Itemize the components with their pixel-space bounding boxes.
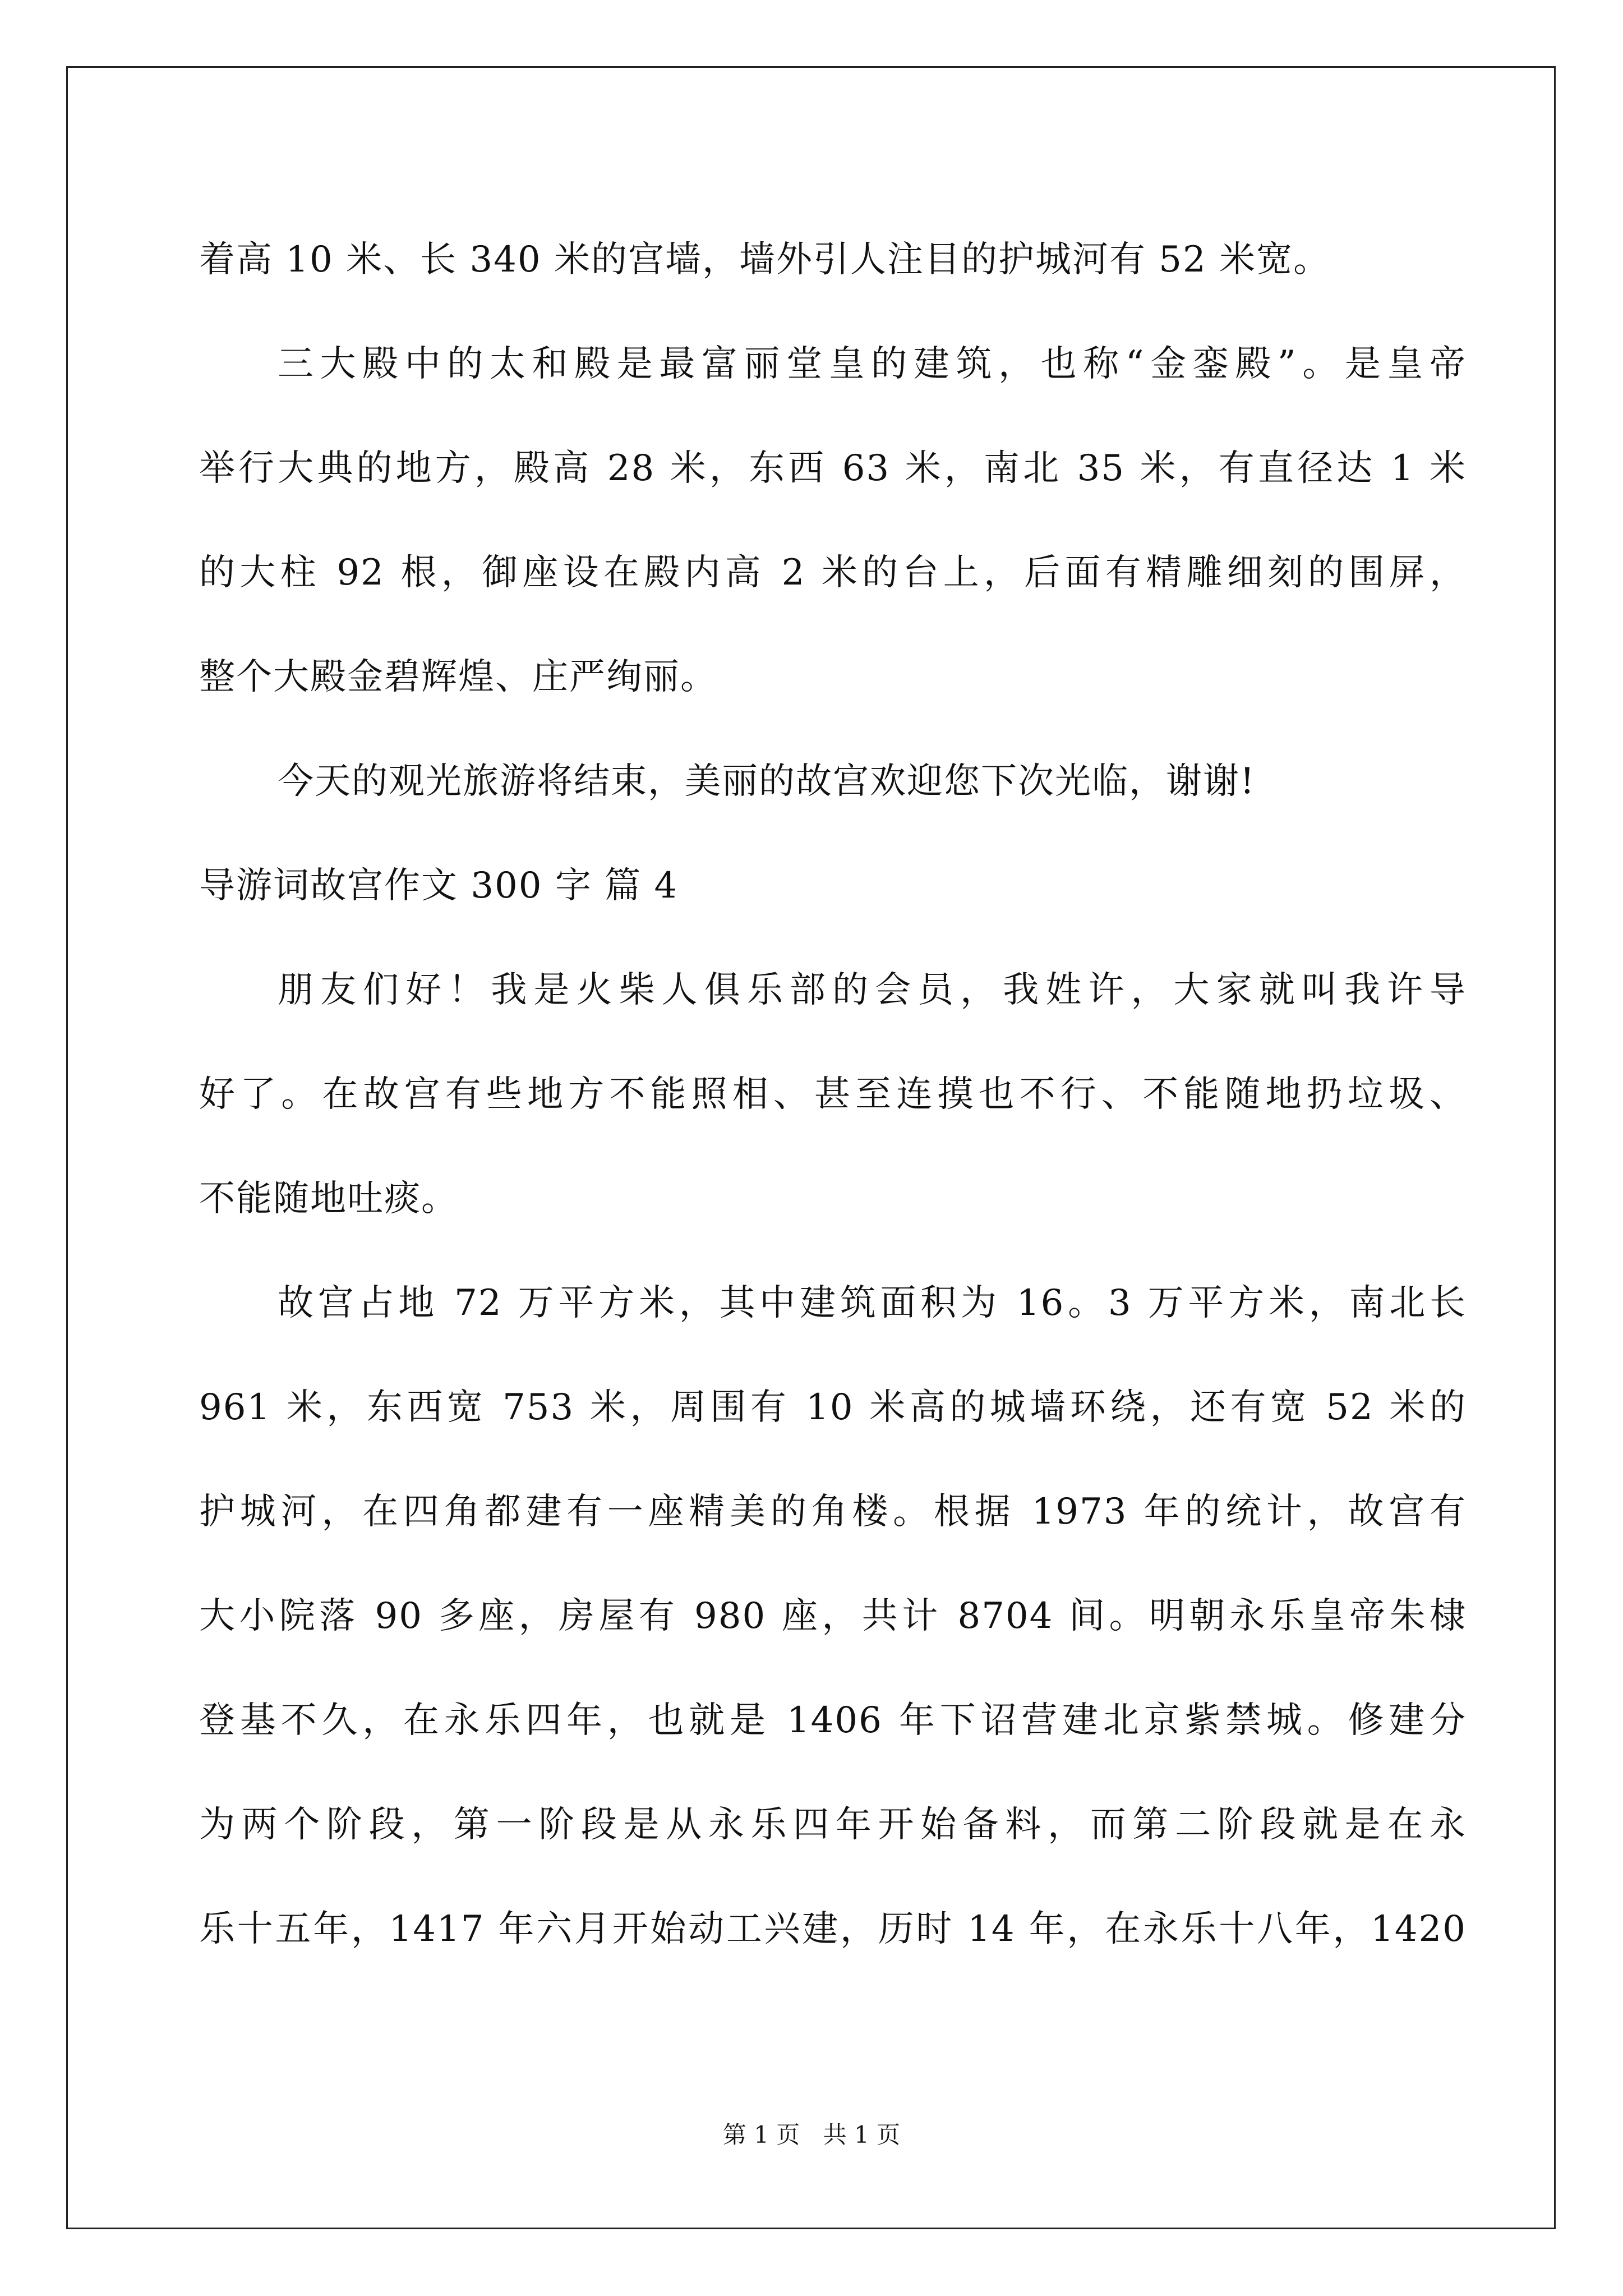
text-line: 的大柱 92 根，御座设在殿内高 2 米的台上，后面有精雕细刻的围屏，: [199, 552, 1467, 593]
paragraph-1: [199, 208, 1467, 312]
paragraph-5: [199, 1251, 1467, 1981]
text-line: 乐十五年，1417 年六月开始动工兴建，历时 14 年，在永乐十八年，1420: [199, 1908, 1467, 1950]
text-line: 护城河，在四角都建有一座精美的角楼。根据 1973 年的统计，故宫有: [199, 1491, 1467, 1533]
text-line: 为两个阶段，第一阶段是从永乐四年开始备料，而第二阶段就是在永: [199, 1804, 1467, 1846]
text-line: 朋友们好！我是火柴人俱乐部的会员，我姓许，大家就叫我许导: [278, 969, 1467, 1011]
text-line: 登基不久，在永乐四年，也就是 1406 年下诏营建北京紫禁城。修建分: [199, 1700, 1467, 1741]
text-line: 故宫占地 72 万平方米，其中建筑面积为 16。3 万平方米，南北长: [278, 1282, 1467, 1324]
text-line: 不能随地吐痰。: [199, 1178, 458, 1220]
paragraph-4: [199, 938, 1467, 1251]
paragraph-2: [199, 312, 1467, 729]
page-footer: [0, 2118, 1623, 2152]
document-body: [199, 208, 1467, 1981]
paragraph-3: [199, 729, 1467, 834]
text-line: 今天的观光旅游将结束，美丽的故宫欢迎您下次光临，谢谢!: [278, 761, 1256, 802]
text-line: 好了。在故宫有些地方不能照相、甚至连摸也不行、不能随地扔垃圾、: [199, 1074, 1467, 1115]
page-number: 第 1 页: [722, 2121, 800, 2148]
section-heading: 导游词故宫作文 300 字 篇 4: [199, 865, 679, 907]
text-line: 举行大典的地方，殿高 28 米，东西 63 米，南北 35 米，有直径达 1 米: [199, 448, 1467, 489]
text-line: 整个大殿金碧辉煌、庄严绚丽。: [199, 656, 717, 698]
text-line: 大小院落 90 多座，房屋有 980 座，共计 8704 间。明朝永乐皇帝朱棣: [199, 1595, 1467, 1637]
text-line: 着高 10 米、长 340 米的宫墙，墙外引人注目的护城河有 52 米宽。: [199, 239, 1331, 280]
text-line: 三大殿中的太和殿是最富丽堂皇的建筑，也称“金銮殿”。是皇帝: [278, 343, 1467, 385]
page-total: 共 1 页: [823, 2121, 901, 2148]
text-line: 961 米，东西宽 753 米，周围有 10 米高的城墙环绕，还有宽 52 米的: [199, 1387, 1467, 1428]
